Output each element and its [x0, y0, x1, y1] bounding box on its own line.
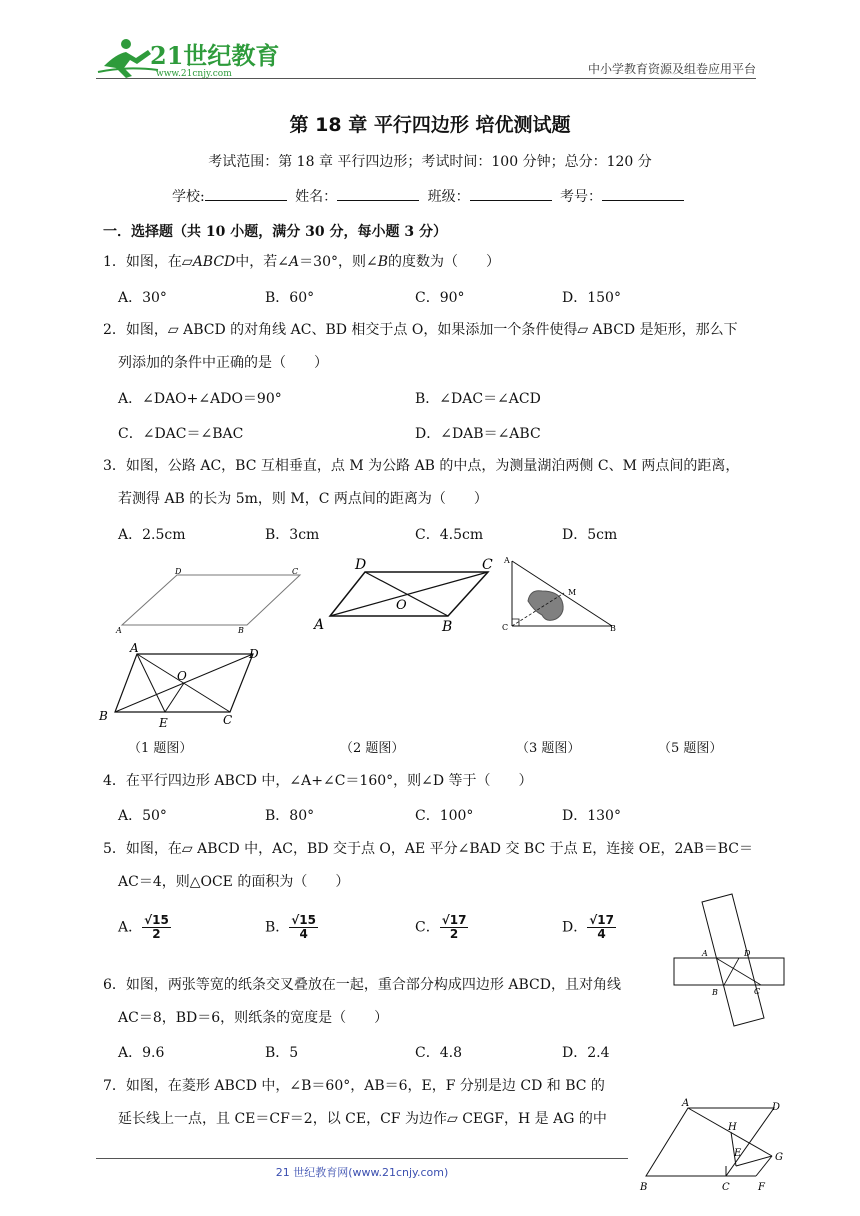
fig2-label-b: B	[442, 619, 453, 635]
caption-fig-1: （1 题图）	[128, 741, 193, 756]
fig7-label-f: F	[758, 1182, 765, 1193]
question-2-line-2: 列添加的条件中正确的是（ ）	[118, 355, 328, 371]
question-3-line-2: 若测得 AB 的长为 5m，则 M，C 两点间的距离为（ ）	[118, 491, 488, 507]
q6-option-b[interactable]: B．5	[265, 1045, 299, 1061]
fig5-label-a: A	[130, 641, 139, 655]
fig7-label-d: D	[772, 1102, 781, 1113]
fig1-label-c: C	[292, 567, 299, 576]
fig7-label-a: A	[682, 1098, 690, 1109]
fig5-label-d: D	[249, 647, 259, 661]
fig3-label-a: A	[504, 556, 510, 565]
student-fields	[0, 186, 860, 206]
question-3-line-1: 3．如图，公路 AC，BC 互相垂直，点 M 为公路 AB 的中点，为测量湖泊两侧 C、M 两点间的距离，	[103, 458, 740, 474]
caption-fig-3: （3 题图）	[516, 741, 581, 756]
q5-option-c[interactable]: C． $\frac{√17}{2}$	[415, 913, 467, 941]
fig3-label-b: B	[610, 624, 616, 633]
fig3-label-c: C	[502, 623, 509, 632]
q3-option-b[interactable]: B．3cm	[265, 527, 320, 543]
logo-text: 21世纪教育	[150, 41, 280, 70]
fig7-label-c: C	[722, 1182, 730, 1193]
school-blank[interactable]	[205, 186, 287, 201]
figure-7	[636, 1094, 792, 1192]
number-label: 考号：	[560, 189, 603, 205]
section-heading: 一．选择题（共 10 小题，满分 30 分，每小题 3 分）	[103, 224, 447, 240]
fig2-label-a: A	[314, 617, 325, 633]
q2-option-d[interactable]: D．∠DAB＝∠ABC	[415, 426, 541, 442]
caption-fig-5: （5 题图）	[658, 741, 723, 756]
fig3-label-m: M	[568, 588, 577, 597]
name-label: 姓名：	[295, 189, 338, 205]
question-2-line-1: 2．如图，▱ ABCD 的对角线 AC、BD 相交于点 O，如果添加一个条件使得▱ ABCD 是矩形，那么下	[103, 322, 738, 338]
q6-option-c[interactable]: C．4.8	[415, 1045, 462, 1061]
header-divider	[96, 78, 756, 79]
q4-option-b[interactable]: B．80°	[265, 808, 315, 824]
name-blank[interactable]	[337, 186, 419, 201]
figure-2	[310, 553, 500, 633]
fig1-label-d: D	[175, 567, 182, 576]
q5-option-d[interactable]: D． $\frac{√17}{4}$	[562, 913, 614, 941]
question-7-line-2: 延长线上一点，且 CE＝CF＝2，以 CE，CF 为边作▱ CEGF，H 是 AG 的中	[118, 1111, 607, 1127]
fig2-label-d: D	[355, 557, 367, 573]
q3-option-a[interactable]: A．2.5cm	[118, 527, 186, 543]
q2-option-b[interactable]: B．∠DAC＝∠ACD	[415, 391, 541, 407]
caption-fig-2: （2 题图）	[340, 741, 405, 756]
question-5-line-1: 5．如图，在▱ ABCD 中，AC，BD 交于点 O，AE 平分∠BAD 交 BC 于点 E，连接 OE，2AB＝BC＝	[103, 841, 754, 857]
figure-3	[500, 553, 625, 633]
q4-option-a[interactable]: A．50°	[118, 808, 167, 824]
fig7-label-b: B	[640, 1182, 648, 1193]
q5-option-a[interactable]: A． $\frac{√15}{2}$	[118, 913, 169, 941]
fig5-label-b: B	[99, 709, 108, 723]
number-blank[interactable]	[602, 186, 684, 201]
fig5-label-e: E	[159, 716, 168, 730]
question-6-line-1: 6．如图，两张等宽的纸条交叉叠放在一起，重合部分构成四边形 ABCD，且对角线	[103, 977, 621, 993]
q4-option-d[interactable]: D．130°	[562, 808, 621, 824]
page-title: 第 18 章 平行四边形 培优测试题	[289, 114, 571, 136]
runner-icon	[98, 39, 158, 78]
question-1: 1．如图，在▱ABCD中，若∠A＝30°，则∠B的度数为（ ）	[103, 254, 500, 270]
q5-option-b[interactable]: B． $\frac{√15}{4}$	[265, 913, 316, 941]
fig7-label-h: H	[728, 1122, 737, 1133]
question-4: 4．在平行四边形 ABCD 中，∠A+∠C＝160°，则∠D 等于（ ）	[103, 773, 533, 789]
fig6-strip-horizontal	[674, 958, 784, 985]
q2-option-c[interactable]: C．∠DAC＝∠BAC	[118, 426, 244, 442]
fig6-strip-slanted	[702, 894, 764, 1026]
q6-option-d[interactable]: D．2.4	[562, 1045, 610, 1061]
school-label: 学校:	[171, 189, 205, 205]
q2-option-a[interactable]: A．∠DAO+∠ADO＝90°	[118, 391, 282, 407]
fig1-parallelogram	[122, 575, 300, 625]
fig6-label-c: C	[754, 987, 761, 996]
question-6-line-2: AC＝8，BD＝6，则纸条的宽度是（ ）	[118, 1010, 389, 1026]
footer-divider	[96, 1158, 628, 1159]
q3-option-c[interactable]: C．4.5cm	[415, 527, 484, 543]
question-5-line-2: AC＝4，则△OCE 的面积为（ ）	[118, 874, 350, 890]
header-right-text: 中小学教育资源及组卷应用平台	[587, 62, 756, 76]
figure-6	[672, 888, 786, 1028]
q3-option-d[interactable]: D．5cm	[562, 527, 618, 543]
q6-option-a[interactable]: A．9.6	[118, 1045, 165, 1061]
question-7-line-1: 7．如图，在菱形 ABCD 中，∠B＝60°，AB＝6，E，F 分别是边 CD 和 BC 的	[103, 1078, 605, 1094]
fig2-label-c: C	[482, 557, 493, 573]
q1-option-d[interactable]: D．150°	[562, 290, 621, 306]
q1-option-c[interactable]: C．90°	[415, 290, 465, 306]
fig5-label-c: C	[223, 713, 233, 727]
fig1-label-b: B	[238, 626, 244, 635]
fig7-rhombus	[646, 1108, 774, 1176]
figure-5	[95, 640, 270, 730]
fig6-label-b: B	[712, 988, 718, 997]
fig7-label-g: G	[775, 1152, 783, 1163]
exam-info: 考试范围：第 18 章 平行四边形；考试时间：100 分钟；总分：120 分	[208, 154, 652, 170]
logo-url: www.21cnjy.com	[156, 69, 232, 79]
fig6-label-a: A	[702, 949, 708, 958]
class-blank[interactable]	[470, 186, 552, 201]
figure-1	[112, 565, 312, 635]
q1-option-b[interactable]: B．60°	[265, 290, 315, 306]
fig7-label-e: E	[734, 1148, 742, 1159]
fig2-label-o: O	[396, 598, 407, 613]
fig5-label-o: O	[177, 669, 187, 683]
logo	[96, 36, 280, 82]
footer-link[interactable]: 21 世纪教育网(www.21cnjy.com)	[275, 1166, 449, 1179]
q1-option-a[interactable]: A．30°	[118, 290, 167, 306]
fig6-label-d: D	[744, 949, 751, 958]
q4-option-c[interactable]: C．100°	[415, 808, 474, 824]
class-label: 班级：	[427, 189, 470, 205]
fig1-label-a: A	[116, 626, 122, 635]
